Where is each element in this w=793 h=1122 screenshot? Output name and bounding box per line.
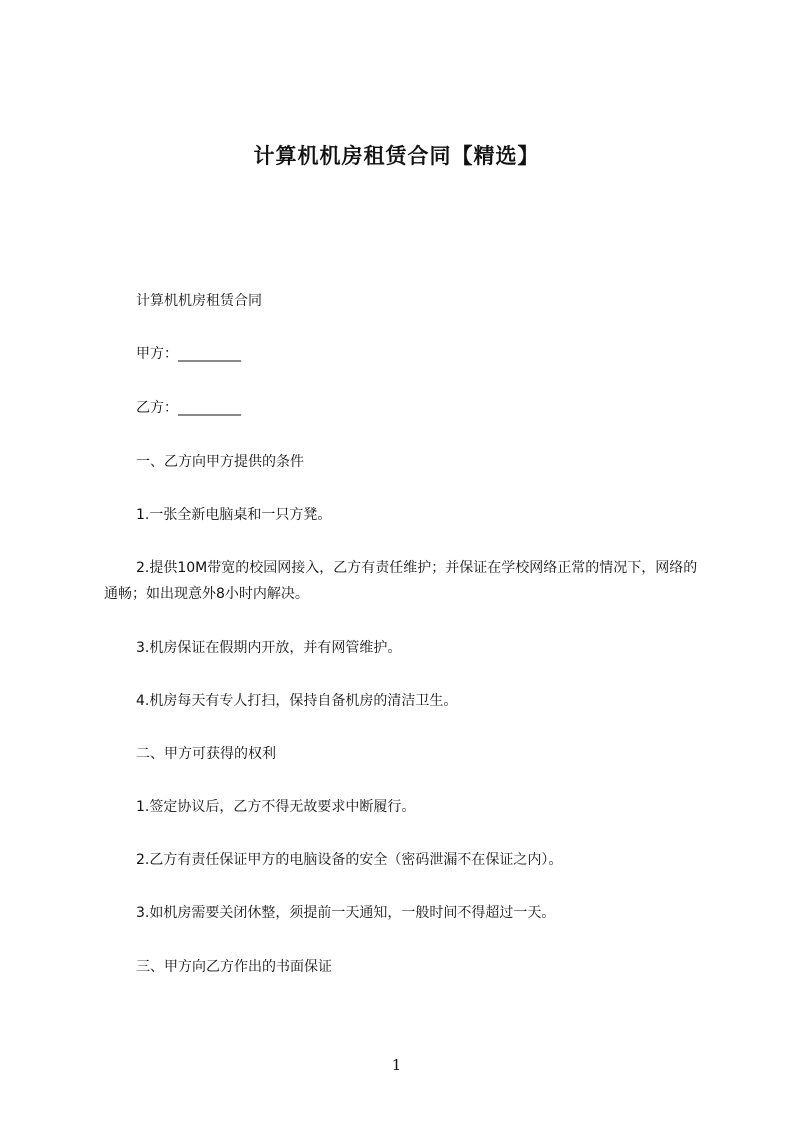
party-a-line: 甲方：_________ (136, 346, 241, 362)
clause-2-2: 2.乙方有责任保证甲方的电脑设备的安全（密码泄漏不在保证之内）。 (136, 852, 563, 868)
page-number: 1 (391, 1056, 402, 1074)
clause-1-4: 4.机房每天有专人打扫，保持自备机房的清洁卫生。 (136, 693, 458, 709)
section-heading-1: 一、乙方向甲方提供的条件 (136, 454, 304, 470)
document-title: 计算机机房租赁合同【精选】 (253, 144, 540, 168)
section-heading-2: 二、甲方可获得的权利 (136, 746, 276, 762)
clause-2-3: 3.如机房需要关闭休整，须提前一天通知，一般时间不得超过一天。 (136, 905, 556, 921)
contract-heading: 计算机机房租赁合同 (136, 293, 262, 309)
party-b-line: 乙方：_________ (136, 400, 241, 416)
clause-1-1: 1.一张全新电脑桌和一只方凳。 (136, 507, 332, 523)
clause-1-3: 3.机房保证在假期内开放，并有网管维护。 (136, 640, 402, 656)
section-heading-3: 三、甲方向乙方作出的书面保证 (136, 959, 332, 975)
clause-1-2: 2.提供10M带宽的校园网接入，乙方有责任维护；并保证在学校网络正常的情况下，网络的通畅；如出现意外8小时内解决。 (104, 560, 698, 602)
clause-2-1: 1.签定协议后，乙方不得无故要求中断履行。 (136, 799, 416, 815)
